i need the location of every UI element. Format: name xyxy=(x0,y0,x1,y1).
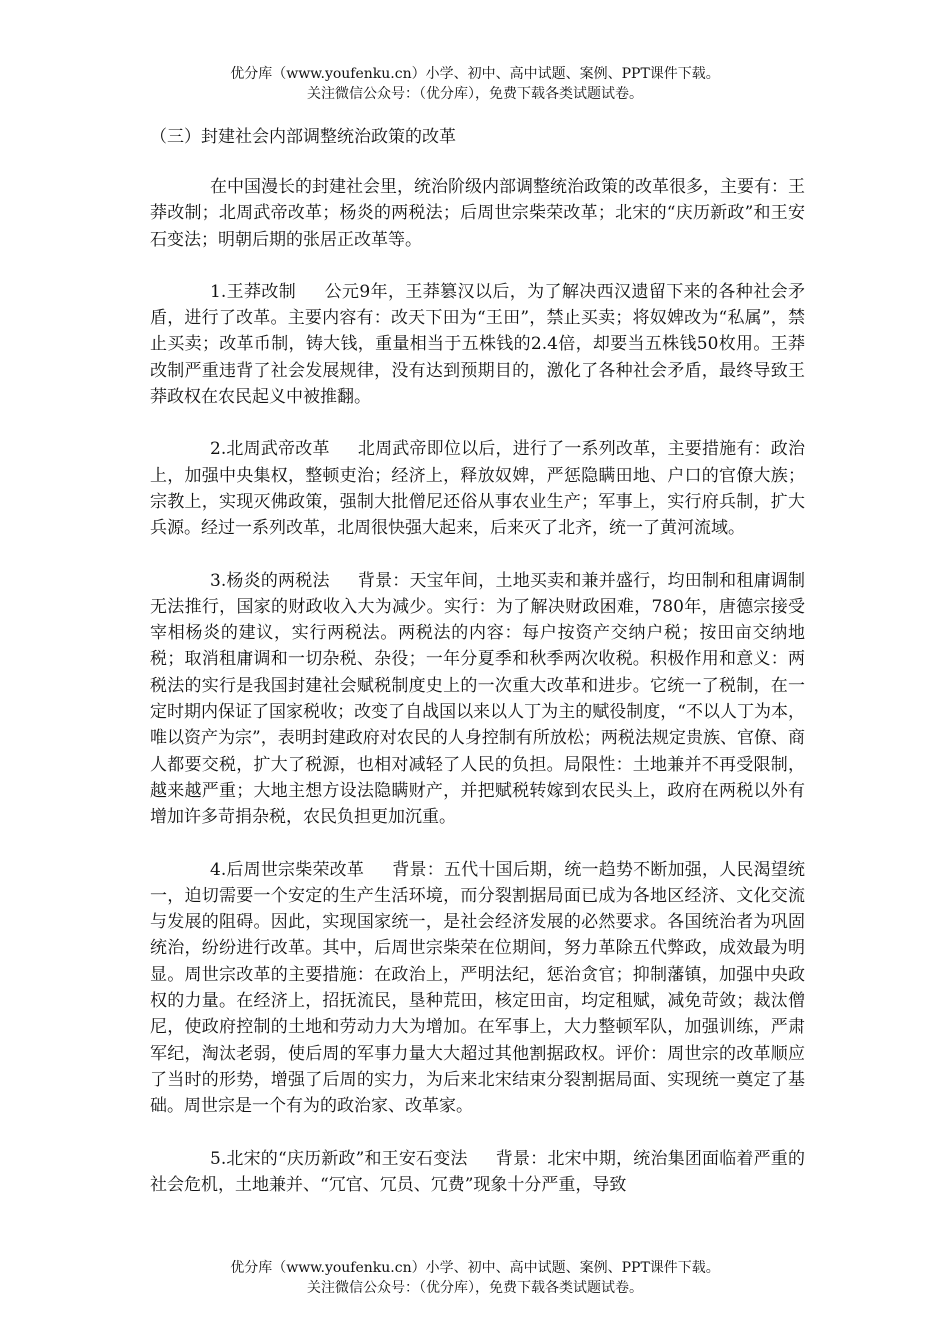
reform-text: 北周武帝即位以后，进行了一系列改革，主要措施有：政治上，加强中央集权，整顿吏治；经济上，释放奴婢，严惩隐瞒田地、户口的官僚大族；宗教上，实现灭佛政策，强制大批僧尼还俗从事农业生产；军事上，实行府兵制，扩大兵源。经过一系列改革，北周很快强大起来，后来灭了北齐，统一了黄河流域。 xyxy=(150,439,805,539)
reform-text: 背景：北宋中期，统治集团面临着严重的社会危机，土地兼并、“冗官、冗员、冗费”现象十分严重，导致 xyxy=(150,1148,805,1195)
section-title: （三）封建社会内部调整统治政策的改革 xyxy=(150,127,456,147)
reform-heading: 5.北宋的“庆历新政”和王安石变法 xyxy=(210,1148,468,1169)
reform-item-two-tax-law xyxy=(150,568,805,831)
page-header xyxy=(0,64,950,104)
reform-heading: 1.王莽改制 xyxy=(210,281,297,302)
reform-item-northern-zhou xyxy=(150,436,805,541)
reform-text: 背景：天宝年间，土地买卖和兼并盛行，均田制和租庸调制无法推行，国家的财政收入大为减少。实行：为了解决财政困难，780年，唐德宗接受宰相杨炎的建议，实行两税法。两税法的内容：每户按资产交纳户税；按田亩交纳地税；取消租庸调和一切杂税、杂役；一年分夏季和秋季两次收税。积极作用和意义：两税法的实行是我国封建社会赋税制度史上的一次重大改革和进步。它统一了税制，在一定时期内保证了国家税收；改变了自战国以来以人丁为主的赋役制度，“不以人丁为本，唯以资产为宗”，表明封建政府对农民的人身控制有所放松；两税法规定贵族、官僚、商人都要交税，扩大了税源，也相对减轻了人民的负担。局限性：土地兼并不再受限制，越来越严重；大地主想方设法隐瞒财产，并把赋税转嫁到农民头上，政府在两税以外有增加许多苛捐杂税，农民负担更加沉重。 xyxy=(150,570,805,828)
intro-paragraph xyxy=(150,174,805,253)
reform-heading: 4.后周世宗柴荣改革 xyxy=(210,859,365,880)
footer-line-2: 关注微信公众号：（优分库），免费下载各类试题试卷。 xyxy=(307,1280,643,1296)
reform-item-later-zhou xyxy=(150,857,805,1120)
reform-heading: 2.北周武帝改革 xyxy=(210,439,330,460)
header-line-2: 关注微信公众号：（优分库），免费下载各类试题试卷。 xyxy=(307,86,643,102)
page-footer xyxy=(0,1258,950,1298)
reform-text: 公元9年，王莽篡汉以后，为了解决西汉遗留下来的各种社会矛盾，进行了改革。主要内容有：改天下田为“王田”，禁止买卖；将奴婢改为“私属”，禁止买卖；改革币制，铸大钱，重量相当于五株钱的2.4倍，却要当五株钱50枚用。王莽改制严重违背了社会发展规律，没有达到预期目的，激化了各种社会矛盾，最终导致王莽政权在农民起义中被推翻。 xyxy=(150,281,805,408)
reform-text: 背景：五代十国后期，统一趋势不断加强，人民渴望统一，迫切需要一个安定的生产生活环境，而分裂割据局面已成为各地区经济、文化交流与发展的阻碍。因此，实现国家统一，是社会经济发展的必然要求。各国统治者为巩固统治，纷纷进行改革。其中，后周世宗柴荣在位期间，努力革除五代弊政，成效最为明显。周世宗改革的主要措施：在政治上，严明法纪，惩治贪官；抑制藩镇，加强中央政权的力量。在经济上，招抚流民，垦种荒田，核定田亩，均定租赋，减免苛敛；裁汰僧尼，使政府控制的土地和劳动力大为增加。在军事上，大力整顿军队，加强训练，严肃军纪，淘汰老弱，使后周的军事力量大大超过其他割据政权。评价：周世宗的改革顺应了当时的形势，增强了后周的实力，为后来北宋结束分裂割据局面、实现统一奠定了基础。周世宗是一个有为的政治家、改革家。 xyxy=(150,859,805,1117)
document-body xyxy=(150,124,805,1224)
reform-item-northern-song xyxy=(150,1146,805,1199)
reform-heading: 3.杨炎的两税法 xyxy=(210,570,330,591)
header-line-1: 优分库（www.youfenku.cn）小学、初中、高中试题、案例、PPT课件下载。 xyxy=(230,66,720,82)
footer-line-1: 优分库（www.youfenku.cn）小学、初中、高中试题、案例、PPT课件下载。 xyxy=(230,1260,720,1276)
reform-item-wang-mang xyxy=(150,279,805,410)
intro-text: 在中国漫长的封建社会里，统治阶级内部调整统治政策的改革很多，主要有：王莽改制；北周武帝改革；杨炎的两税法；后周世宗柴荣改革；北宋的“庆历新政”和王安石变法；明朝后期的张居正改革等。 xyxy=(150,177,805,250)
